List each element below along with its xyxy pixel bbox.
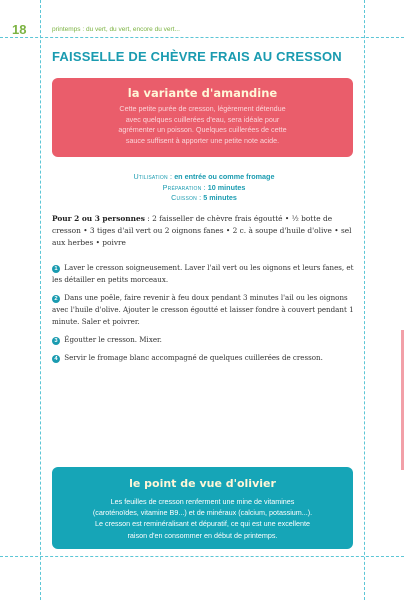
olivier-title: le point de vue d'olivier — [129, 477, 276, 490]
ingredients-list: : 2 faisseller de chèvre frais égoutté • ½ botte de cresson • 3 tiges d'ail vert ou 2 oignons fanes • 2 c. à soupe d'huile d'olive • sel aux herbes • poivre — [52, 214, 352, 247]
variant-line: avec quelques cuillerées d'eau, sera idéale pour — [125, 114, 280, 124]
step-text: Laver le cresson soigneusement. Laver l'ail vert ou les oignons et leurs fanes, et les détailler en petits morceaux. — [52, 263, 354, 284]
step-number-icon: 1 — [52, 265, 60, 273]
meta-utilisation-label: Utilisation : — [133, 172, 173, 181]
guide-line-right — [364, 0, 365, 600]
recipe-meta — [52, 172, 356, 204]
step-item — [52, 334, 356, 346]
step-number-icon: 3 — [52, 337, 60, 345]
step-item — [52, 352, 356, 364]
meta-utilisation — [52, 172, 356, 183]
steps-list — [52, 262, 356, 370]
olivier-box — [52, 467, 353, 549]
meta-preparation — [52, 183, 356, 194]
variant-line: agrémenter un poisson. Quelques cuillerées de cette — [118, 125, 287, 135]
variant-box — [52, 78, 353, 157]
olivier-line: (caroténoïdes, vitamine B9...) et de minéraux (calcium, potassium...). — [92, 508, 313, 518]
guide-line-left — [40, 0, 41, 600]
guide-line-bottom — [0, 556, 404, 557]
olivier-line: Les feuilles de cresson renferment une mine de vitamines — [110, 497, 295, 506]
running-header: printemps : du vert, du vert, encore du vert... — [52, 26, 180, 33]
variant-title: la variante d'amandine — [127, 86, 278, 100]
step-item — [52, 292, 356, 328]
variant-line: sauce suffisent à apporter une petite note acide. — [125, 135, 280, 145]
meta-utilisation-value: en entrée ou comme fromage — [174, 172, 275, 181]
meta-preparation-value: 10 minutes — [207, 182, 246, 192]
olivier-line: raison d'en consommer en début de printemps. — [127, 530, 278, 540]
step-text: Servir le fromage blanc accompagné de quelques cuillerées de cresson. — [64, 353, 323, 362]
guide-line-top — [0, 37, 404, 38]
ingredients-servings: Pour 2 ou 3 personnes — [52, 214, 145, 223]
ingredients-paragraph — [52, 213, 356, 249]
page-number: 18 — [12, 22, 27, 37]
meta-cuisson-value: 5 minutes — [203, 193, 237, 203]
step-number-icon: 4 — [52, 355, 60, 363]
variant-line: Cette petite purée de cresson, légèrement détendue — [119, 104, 286, 113]
olivier-text — [64, 496, 341, 541]
step-text: Dans une poêle, faire revenir à feu doux pendant 3 minutes l'ail ou les oignons avec l'huile d'olive. Ajouter le cresson égoutté et laisser fondre à couvert pendant 1 minute. Saler et poivrer. — [52, 293, 354, 326]
meta-preparation-label: Préparation : — [162, 182, 206, 192]
meta-cuisson-label: Cuisson : — [171, 193, 202, 203]
step-item — [52, 262, 356, 286]
recipe-title: FAISSELLE DE CHÈVRE FRAIS AU CRESSON — [52, 49, 342, 64]
olivier-line: Le cresson est reminéralisant et dépuratif, ce qui est une excellente — [95, 519, 310, 529]
meta-cuisson — [52, 193, 356, 204]
variant-text — [66, 104, 339, 146]
step-number-icon: 2 — [52, 295, 60, 303]
step-text: Égoutter le cresson. Mixer. — [64, 335, 162, 344]
